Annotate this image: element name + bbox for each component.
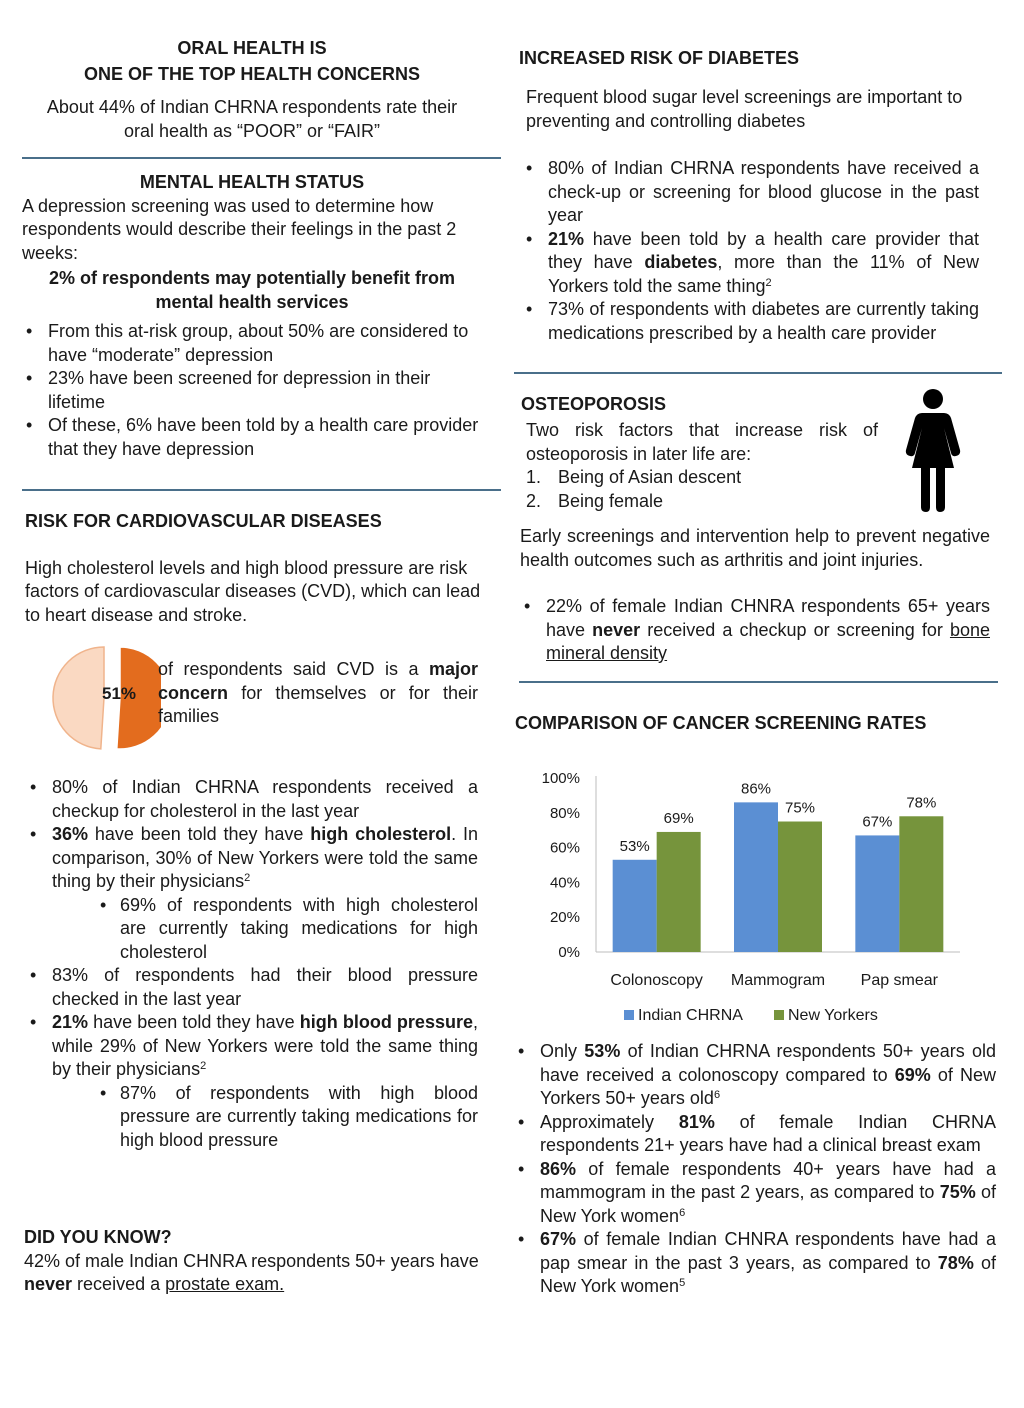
- y-tick-label: 0%: [558, 944, 580, 961]
- bold-value: 75%: [939, 1182, 976, 1202]
- text: 22% of female Indian CHNRA respondents 65+ years have: [546, 596, 990, 640]
- bone-mineral-density-link[interactable]: bone mineral density: [546, 619, 990, 663]
- cvd-intro: High cholesterol levels and high blood pressure are risk factors of cardiovascular diseases (CVD), which can lead to heart disease and stroke.: [25, 557, 481, 625]
- cancer-section: [515, 712, 995, 736]
- bold-value: 36%: [52, 824, 89, 844]
- list-item: • 69% of respondents with high cholesterol are currently taking medications for high cholesterol: [96, 894, 478, 965]
- cancer-screening-bar-chart: [520, 760, 970, 1035]
- pie-slice-rest: [53, 647, 104, 749]
- footnote-ref: 2: [200, 1060, 207, 1072]
- list-item: • 87% of respondents with high blood pressure are currently taking medications for high blood pressure: [96, 1082, 478, 1153]
- cvd-bullet-list: [26, 776, 478, 1152]
- list-item: [526, 466, 886, 490]
- legend-swatch: [774, 1010, 784, 1020]
- prostate-exam-link[interactable]: prostate exam.: [165, 1274, 285, 1294]
- text: , more than the 11% of New Yorkers told the same thing: [548, 252, 979, 296]
- bold-value: high cholesterol: [310, 824, 452, 844]
- diabetes-intro: Frequent blood sugar level screenings are important to preventing and controlling diabetes: [526, 87, 963, 131]
- bar-data-label: 67%: [862, 813, 893, 831]
- mental-health-intro: A depression screening was used to determine how respondents would describe their feelings in the past 2 weeks:: [22, 195, 457, 263]
- bar: [657, 832, 701, 952]
- cancer-bullet-list: [514, 1040, 996, 1299]
- footnote-ref: 6: [679, 1206, 686, 1219]
- y-tick-label: 60%: [549, 839, 580, 857]
- bar-data-label: 69%: [663, 809, 694, 827]
- section-divider: [514, 372, 1002, 374]
- bar: [613, 860, 657, 952]
- footnote-ref: 6: [713, 1089, 721, 1101]
- cancer-title: COMPARISON OF CANCER SCREENING RATES: [515, 713, 927, 733]
- caption-text: for themselves or for their families: [158, 682, 478, 726]
- cvd-section: [25, 510, 485, 627]
- pie-value-label: 51%: [101, 684, 137, 703]
- cvd-bullets: [26, 776, 478, 1152]
- list-item: [526, 490, 886, 514]
- text: have been told by a health care provider that they have: [548, 228, 979, 272]
- bold-value: diabetes: [644, 252, 718, 272]
- diabetes-section: [519, 47, 989, 71]
- x-tick-label: Mammogram: [730, 972, 826, 989]
- mental-health-bullets: [22, 320, 482, 461]
- text: of female respondents 40+ years have had a mammogram in the past 2 years, as compared to: [540, 1158, 996, 1202]
- item-text: Being of Asian descent: [558, 467, 742, 487]
- did-you-know-title: DID YOU KNOW?: [24, 1227, 172, 1247]
- section-divider: [519, 681, 998, 683]
- list-item: [26, 823, 478, 964]
- diabetes-bullet-list: [522, 157, 979, 345]
- text: received a: [72, 1274, 166, 1294]
- x-tick-label: Pap smear: [860, 972, 939, 989]
- oral-health-title-line1: ORAL HEALTH IS: [177, 38, 327, 58]
- sub-list: [96, 894, 478, 965]
- osteoporosis-intro: Two risk factors that increase risk of osteoporosis in later life are:: [526, 420, 878, 464]
- legend-label: New Yorkers: [788, 1007, 878, 1024]
- bar: [855, 835, 899, 952]
- mental-health-section: [22, 171, 482, 461]
- y-tick-label: 20%: [549, 909, 580, 927]
- text: received a checkup or screening for: [640, 619, 950, 640]
- text: of New York women: [540, 1182, 997, 1226]
- bold-value: 78%: [937, 1252, 974, 1273]
- cvd-pie-chart: [27, 645, 161, 751]
- osteoporosis-bullets: [520, 595, 990, 666]
- bold-text: never: [24, 1274, 73, 1294]
- bar: [778, 822, 822, 953]
- text: 42% of male Indian CHNRA respondents 50+ years have: [24, 1250, 479, 1271]
- bold-value: 67%: [540, 1229, 577, 1249]
- mental-health-highlight: 2% of respondents may potentially benefit from mental health services: [48, 268, 456, 312]
- bar-data-label: 75%: [784, 799, 816, 817]
- x-tick-label: Colonoscopy: [610, 972, 703, 989]
- oral-health-text: About 44% of Indian CHRNA respondents rate their oral health as “POOR” or “FAIR”: [46, 97, 458, 141]
- oral-health-title-line2: ONE OF THE TOP HEALTH CONCERNS: [83, 63, 421, 84]
- text: . In comparison, 30% of New Yorkers were told the same thing by their physicians: [52, 824, 478, 891]
- list-item: • Of these, 6% have been told by a health care provider that they have depression: [22, 414, 482, 461]
- text: of New Yorkers 50+ years old: [540, 1064, 997, 1108]
- list-item: [514, 1228, 996, 1299]
- text: of New York women: [540, 1252, 996, 1296]
- list-item: [522, 228, 979, 299]
- footnote-ref: 5: [679, 1277, 686, 1289]
- item-number: 2.: [526, 490, 542, 511]
- cvd-title: RISK FOR CARDIOVASCULAR DISEASES: [25, 511, 382, 531]
- caption-bold: major concern: [158, 659, 478, 703]
- bold-value: 53%: [584, 1041, 621, 1061]
- did-you-know-section: [24, 1226, 494, 1297]
- list-item: [514, 1111, 996, 1158]
- bold-value: 86%: [540, 1158, 577, 1179]
- did-you-know-text: [24, 1250, 494, 1297]
- text: have been told they have: [88, 824, 311, 844]
- oral-health-section: [22, 37, 482, 143]
- osteoporosis-bullet-list: [520, 595, 990, 666]
- item-number: 1.: [526, 467, 542, 487]
- legend-label: Indian CHRNA: [638, 1007, 743, 1024]
- text: , while 29% of New Yorkers were told the same thing by their physicians: [52, 1012, 478, 1079]
- list-item: • 23% have been screened for depression in their lifetime: [22, 367, 482, 414]
- list-item: • 83% of respondents had their blood pressure checked in the last year: [26, 964, 478, 1011]
- y-tick-label: 40%: [549, 874, 580, 892]
- cancer-bullets: [514, 1040, 996, 1299]
- list-item: • 80% of Indian CHRNA respondents received a checkup for cholesterol in the last year: [26, 776, 478, 823]
- bar-data-label: 86%: [740, 780, 772, 798]
- text: Only: [540, 1041, 585, 1061]
- bar-data-label: 78%: [906, 794, 937, 812]
- bar: [734, 802, 778, 952]
- item-text: Being female: [558, 490, 664, 511]
- text: have been told they have: [88, 1012, 300, 1032]
- list-item: [514, 1040, 996, 1111]
- diabetes-bullets: [522, 157, 979, 345]
- bar: [899, 816, 943, 952]
- list-item: • 80% of Indian CHRNA respondents have received a check-up or screening for blood glucose in the past year: [522, 157, 979, 228]
- bold-text: never: [592, 619, 641, 640]
- chart-legend: [624, 1007, 878, 1024]
- y-tick-label: 80%: [549, 804, 580, 822]
- osteoporosis-risk-list: [526, 466, 886, 513]
- bold-value: 81%: [678, 1111, 715, 1132]
- osteoporosis-section: [521, 393, 901, 417]
- female-figure-icon: [905, 388, 961, 512]
- caption-text: of respondents said CVD is a: [158, 659, 429, 679]
- list-item: • From this at-risk group, about 50% are considered to have “moderate” depression: [22, 320, 482, 367]
- list-item: [26, 1011, 478, 1152]
- text: Approximately: [540, 1111, 679, 1132]
- cvd-pie-caption: [158, 658, 478, 729]
- osteoporosis-paragraph: Early screenings and intervention help to prevent negative health outcomes such as arthritis and joint injuries.: [520, 526, 990, 570]
- footnote-ref: 2: [244, 872, 251, 884]
- bold-value: high blood pressure: [299, 1012, 473, 1032]
- list-item: [514, 1158, 996, 1229]
- text: of female Indian CHRNA respondents 21+ years have had a clinical breast exam: [540, 1111, 996, 1155]
- y-tick-label: 100%: [541, 770, 580, 787]
- osteoporosis-title: OSTEOPOROSIS: [521, 394, 667, 414]
- bold-value: 21%: [548, 228, 585, 249]
- chart-bars: [613, 799, 944, 952]
- mental-health-title: MENTAL HEALTH STATUS: [139, 172, 365, 192]
- list-item: • 73% of respondents with diabetes are currently taking medications prescribed by a health care provider: [522, 298, 979, 345]
- list-item: [520, 595, 990, 666]
- bar-data-label: 53%: [619, 837, 650, 855]
- sub-list: [96, 1082, 478, 1153]
- bold-value: 69%: [894, 1064, 931, 1085]
- legend-swatch: [624, 1010, 634, 1020]
- section-divider: [22, 157, 501, 159]
- footnote-ref: 2: [765, 276, 772, 289]
- diabetes-title: INCREASED RISK OF DIABETES: [519, 48, 800, 68]
- section-divider: [22, 489, 501, 491]
- text: of female Indian CHNRA respondents have had a pap smear in the past 3 years, as compared to: [540, 1229, 996, 1273]
- text: of Indian CHRNA respondents 50+ years old have received a colonoscopy compared to: [540, 1041, 996, 1085]
- bold-value: 21%: [52, 1012, 89, 1032]
